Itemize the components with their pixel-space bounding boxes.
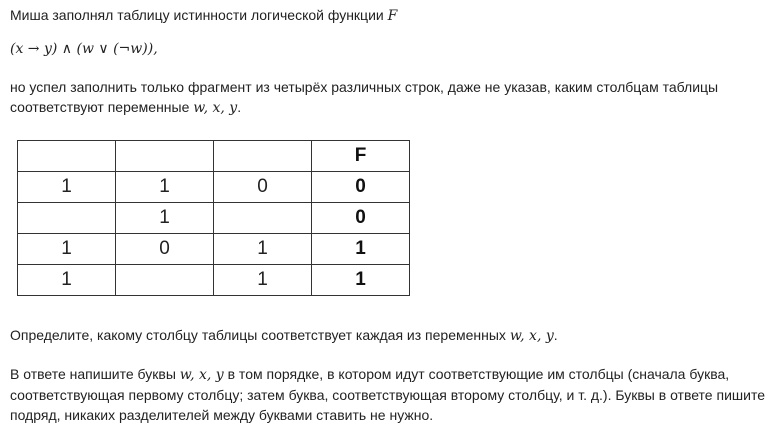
table-header-f: F <box>312 141 410 172</box>
table-cell: 1 <box>116 203 214 234</box>
table-cell-f: 1 <box>312 265 410 296</box>
table-cell-f: 0 <box>312 172 410 203</box>
table-cell-f: 0 <box>312 203 410 234</box>
intro-text: Миша заполнял таблицу истинности логической функции F <box>10 7 398 24</box>
table-row <box>18 172 410 203</box>
table-cell: 1 <box>214 234 312 265</box>
partial-fill-text: но успел заполнить только фрагмент из четырёх различных строк, даже не указав, каким столбцам таблицы соответствуют переменные w, x, y. <box>10 79 719 116</box>
table-cell: 1 <box>18 265 116 296</box>
table-cell <box>18 203 116 234</box>
answer-instructions: В ответе напишите буквы w, x, y в том порядке, в котором идут соответствующие им столбцы (сначала буква, соответствующая первому столбцу; затем буква, соответствующая второму столбцу, и т. д.). Буквы в ответе пишите подряд, никаких разделителей между буквами ставить не нужно. <box>10 366 765 423</box>
table-row <box>18 234 410 265</box>
table-cell: 1 <box>18 172 116 203</box>
table-row <box>18 265 410 296</box>
table-cell: 0 <box>116 234 214 265</box>
variables-list: w, x, y <box>509 328 554 344</box>
truth-table <box>17 140 410 296</box>
table-cell <box>116 265 214 296</box>
table-cell: 0 <box>214 172 312 203</box>
function-name: F <box>387 8 398 24</box>
table-cell: 1 <box>116 172 214 203</box>
table-cell: 1 <box>18 234 116 265</box>
table-header-cell <box>18 141 116 172</box>
formula: (x → y) ∧ (w ∨ (¬w)), <box>10 41 158 57</box>
table-header-cell <box>214 141 312 172</box>
variables-list: w, x, y <box>179 367 224 383</box>
table-header-cell <box>116 141 214 172</box>
table-cell <box>214 203 312 234</box>
table-row <box>18 203 410 234</box>
question-text: Определите, какому столбцу таблицы соответствует каждая из переменных w, x, y. <box>10 327 558 344</box>
variables-list: w, x, y <box>193 100 238 116</box>
table-cell: 1 <box>214 265 312 296</box>
table-cell-f: 1 <box>312 234 410 265</box>
table-header-row <box>18 141 410 172</box>
